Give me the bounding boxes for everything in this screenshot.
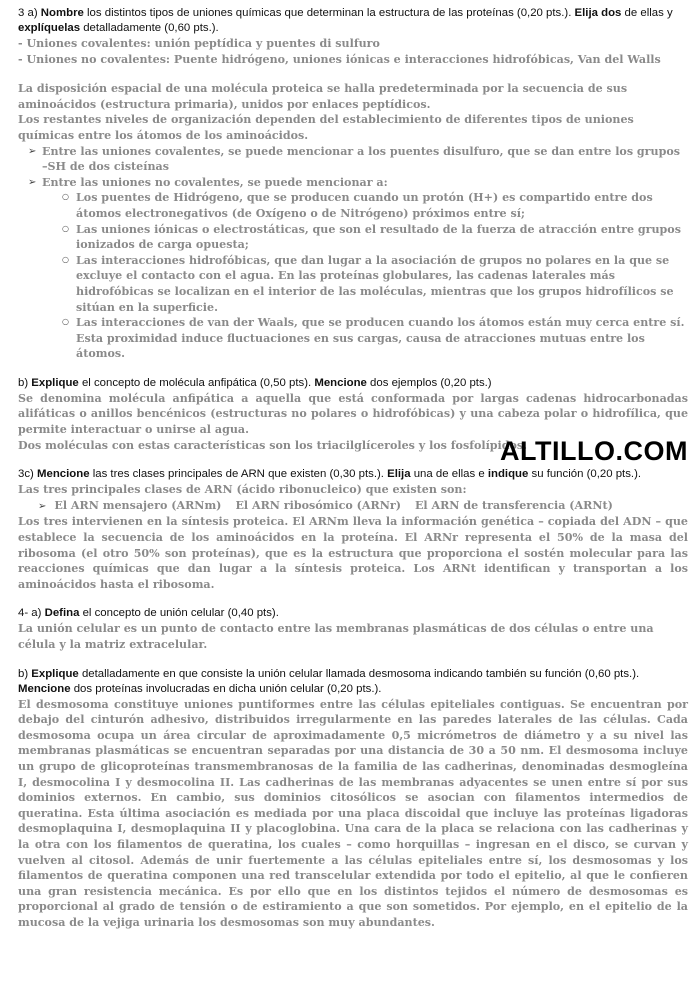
arn-types-list — [18, 498, 688, 515]
arn-type-item: El ARN ribosómico (ARNr) — [235, 498, 401, 512]
question-number: b) — [18, 667, 32, 680]
arrow-bullet-text: Entre las uniones no covalentes, se puede mencionar a: — [42, 175, 388, 189]
question-text: de ellas y — [621, 7, 673, 19]
question-text: detalladamente (0,60 pts.). — [80, 22, 219, 34]
question-number: 3 a) — [18, 7, 41, 19]
answer-paragraph: El desmosoma constituye uniones puntiformes entre las células epiteliales contiguas. Se encuentran por debajo del cinturón adhesivo, distribuidos irregularmente en las paredes laterales de las células. Cada desmosoma ocupa un área circular de aproximadamente 0,5 micrómetros de diámetro y a su nivel las membranas plasmáticas se encuentran separadas por una distancia de 30 a 50 nm. El desmosoma incluye un grupo de glicoproteínas transmembranosas de la familia de las cadherinas, denominadas desmogleína I, desmocolina I y desmocolina II. Las cadherinas de las membranas adyacentes se unen entre sí por sus dominios externos. En cambio, sus dominios citosólicos se asocian con filamentos intermedios de queratina. Esta última asociación es mediada por una placa discoidal que incluye las proteínas ligadoras desmoplaquina I, desmoplaquina II y placoglobina. Una cara de la placa se relaciona con las cadherinas y la otra con los filamentos de queratina, los cuales – como horquillas – ingresan en el disco, se curvan y vuelven al citosol. Además de unir fuertemente a las células epiteliales entre sí, los desmosomas y los filamentos de queratina componen una red transcelular extendida por todo el epitelio, al que le confieren una gran resistencia mecánica. Es por ello que en los distintos tejidos el número de desmosomas es proporcional al grado de tensión o de estiramiento a que son sometidos. Por ejemplo, en el epitelio de la mucosa de la vejiga urinaria los desmosomas son muy abundantes. — [18, 697, 688, 929]
question-text: el concepto de molécula anfipática (0,50 pts). — [78, 376, 315, 389]
circle-bullet-item: ○ Las interacciones hidrofóbicas, que dan lugar a la asociación de grupos no polares en la que se excluye el contacto con el agua. En las proteínas globulares, las cadenas laterales más hidrofóbicas se localizan en el interior de las moléculas, mientras que los grupos hidrofílicos se sitúan en la superficie. — [62, 253, 688, 315]
circle-bullet-item: ○ Los puentes de Hidrógeno, que se producen cuando un protón (H+) es compartido entre dos átomos electronegativos (de Oxígeno o de Nitrógeno) próximos entre sí; — [62, 190, 688, 221]
keyword: explíquelas — [18, 22, 81, 34]
question-3b — [18, 376, 688, 391]
answer-list-item: - Uniones covalentes: unión peptídica y puentes di sulfuro — [18, 37, 380, 50]
keyword: indique — [487, 468, 529, 481]
question-4b — [18, 667, 688, 682]
question-number: b) — [18, 376, 32, 389]
spacer — [18, 592, 688, 606]
question-text: dos proteínas involucradas en dicha unión celular (0,20 pts.). — [70, 682, 382, 695]
keyword: Mencione — [314, 376, 367, 389]
altillo-watermark: ALTILLO.COM — [500, 436, 688, 466]
answer-paragraph: Se denomina molécula anfipática a aquella que está conformada por largas cadenas hidrocarbonadas alifáticas o anillos bencénicos (estructuras no polares o hidrofóbicas) y una cabeza polar o hidrofílica, que permite interactuar o unirse al agua. — [18, 391, 688, 437]
answer-list-item: - Uniones no covalentes: Puente hidrógeno, uniones iónicas e interacciones hidrofóbicas, Van del Walls — [18, 52, 661, 66]
spacer — [18, 653, 688, 667]
arrow-bullet-icon: ➢ — [38, 500, 47, 512]
circle-bullet-item: ○ Las uniones iónicas o electrostáticas, que son el resultado de la fuerza de atracción entre grupos ionizados de carga opuesta; — [62, 222, 688, 253]
question-3c — [18, 467, 688, 482]
keyword: Elija dos — [574, 7, 622, 19]
arrow-list — [18, 144, 688, 362]
arrow-bullet-item — [28, 175, 688, 362]
keyword: Explique — [31, 376, 79, 389]
spacer — [18, 67, 688, 81]
question-text: los distintos tipos de uniones químicas que determinan la estructura de las proteínas (0,20 pts.). — [83, 7, 575, 19]
question-text: su función (0,20 pts.). — [528, 468, 642, 481]
question-4b-part2 — [18, 682, 688, 697]
answer-paragraph: La disposición espacial de una molécula proteica se halla predeterminada por la secuencia de sus aminoácidos (estructura primaria), unidos por enlaces peptídicos. — [18, 82, 628, 111]
question-text: dos ejemplos (0,20 pts.) — [366, 376, 492, 389]
answer-paragraph: Los tres intervienen en la síntesis proteica. El ARNm lleva la información genética – copiada del ADN – que establece la secuencia de los aminoácidos en la proteína. El ARNr representa el 50% de la masa del ribosoma (el otro 50% son proteínas), que es la estructura que proporciona el sostén molecular para las reacciones químicas que dan lugar a la síntesis proteica. Los ARNt identifican y transportan a los aminoácidos hasta el ribosoma. — [18, 515, 688, 591]
question-4a — [18, 606, 688, 621]
question-text: detalladamente en que consiste la unión celular llamada desmosoma indicando también su función (0,60 pts.). — [78, 667, 640, 680]
circle-list — [42, 190, 688, 362]
answer-paragraph: La unión celular es un punto de contacto entre las membranas plasmáticas de dos células o entre una célula y la matriz extracelular. — [18, 622, 654, 651]
keyword: Mencione — [18, 682, 71, 695]
keyword: Mencione — [37, 468, 90, 481]
question-text: las tres clases principales de ARN que existen (0,30 pts.). — [89, 468, 388, 481]
question-text: el concepto de unión celular (0,40 pts). — [79, 607, 279, 620]
question-text: una de ellas e — [410, 468, 488, 481]
arn-type-item: El ARN de transferencia (ARNt) — [414, 498, 613, 512]
question-3a — [18, 6, 688, 36]
question-number: 3c) — [18, 468, 37, 481]
answer-paragraph: Los restantes niveles de organización dependen del establecimiento de diferentes tipos de uniones químicas entre los átomos de los aminoácidos. — [18, 113, 634, 142]
circle-bullet-item: ○ Las interacciones de van der Waals, que se producen cuando los átomos están muy cerca entre sí. Esta proximidad induce fluctuaciones en sus cargas, causa de atracciones mutuas entre los átomos. — [62, 315, 688, 362]
keyword: Defina — [44, 607, 80, 620]
keyword: Nombre — [40, 7, 84, 19]
arn-type-item: El ARN mensajero (ARNm) — [54, 498, 222, 512]
spacer — [18, 362, 688, 376]
answer-paragraph: Las tres principales clases de ARN (ácido ribonucleico) que existen son: — [18, 483, 467, 497]
question-number: 4- a) — [18, 607, 45, 620]
keyword: Explique — [31, 667, 79, 680]
keyword: Elija — [387, 468, 411, 481]
arrow-bullet-item: ➢ Entre las uniones covalentes, se puede mencionar a los puentes disulfuro, que se dan entre los grupos –SH de dos cisteínas — [28, 144, 688, 175]
answer-paragraph: Dos moléculas con estas características son los triacilglíceroles y los fosfolípidos. — [18, 438, 528, 452]
